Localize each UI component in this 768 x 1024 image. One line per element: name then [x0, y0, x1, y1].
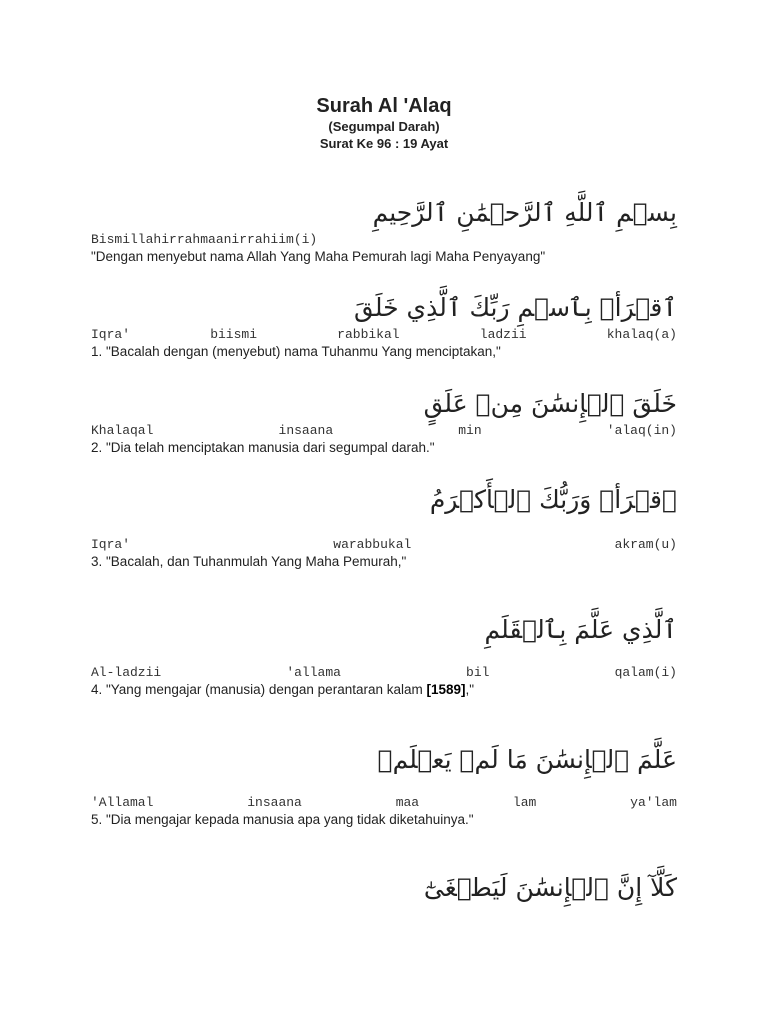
transliteration: [91, 326, 677, 343]
translation: 5. "Dia mengajar kepada manusia apa yang tidak diketahuinya.": [91, 812, 474, 827]
document-header: [0, 94, 768, 152]
translit-word: bil: [466, 665, 490, 680]
verse-1: [91, 290, 677, 361]
translit-word: 'allama: [286, 665, 341, 680]
translation-text: 4. "Yang mengajar (manusia) dengan perantaran kalam: [91, 682, 427, 697]
translation: [91, 681, 677, 699]
translit-word: 'alaq(in): [606, 423, 677, 438]
arabic-text: كَلَّآ إِنَّ ٱلۡإِنسَٰنَ لَيَطۡغَىٰٓ: [423, 873, 677, 902]
arabic-text: بِسۡمِ ٱللَّهِ ٱلرَّحۡمَٰنِ ٱلرَّحِيمِ: [372, 198, 677, 227]
arabic-text: ٱقۡرَأۡ وَرَبُّكَ ٱلۡأَكۡرَمُ: [429, 485, 677, 514]
footnote-link[interactable]: [1589]: [426, 682, 466, 697]
translit-word: akram(u): [614, 537, 677, 552]
translit-word: Iqra': [91, 537, 131, 552]
translit-word: Bismillahirrahmaanirrahiim(i): [91, 232, 318, 247]
translation: 1. "Bacalah dengan (menyebut) nama Tuhanmu Yang menciptakan,": [91, 344, 501, 359]
transliteration: [91, 422, 677, 439]
translit-word: qalam(i): [614, 665, 677, 680]
transliteration: [91, 794, 677, 811]
translit-word: khalaq(a): [606, 327, 677, 342]
translit-word: warabbukal: [333, 537, 412, 552]
verse-4: [91, 612, 677, 699]
page-subtitle: (Segumpal Darah): [328, 119, 440, 134]
translit-word: biismi: [210, 327, 257, 342]
arabic-text: ٱقۡرَأۡ بِٱسۡمِ رَبِّكَ ٱلَّذِي خَلَقَ: [354, 293, 677, 322]
verse-2: [91, 386, 677, 457]
arabic-text: خَلَقَ ٱلۡإِنسَٰنَ مِنۡ عَلَقٍ: [423, 389, 677, 418]
translation: 3. "Bacalah, dan Tuhanmulah Yang Maha Pemurah,": [91, 554, 407, 569]
translit-word: insaana: [247, 795, 302, 810]
arabic-text: ٱلَّذِي عَلَّمَ بِٱلۡقَلَمِ: [484, 615, 677, 644]
translit-word: Al-ladzii: [91, 665, 162, 680]
arabic-text: عَلَّمَ ٱلۡإِنسَٰنَ مَا لَمۡ يَعۡلَمۡ: [377, 745, 677, 774]
verse-3: [91, 482, 677, 571]
translit-word: maa: [395, 795, 420, 810]
verse-basmalah: [91, 195, 677, 266]
transliteration: [91, 664, 677, 681]
translation: 2. "Dia telah menciptakan manusia dari segumpal darah.": [91, 440, 435, 455]
translit-word: min: [458, 423, 482, 438]
verse-6: [91, 870, 677, 906]
surah-info: Surat Ke 96 : 19 Ayat: [319, 136, 449, 151]
translit-word: insaana: [278, 423, 334, 438]
page-title: Surah Al 'Alaq: [316, 95, 452, 117]
transliteration: [91, 231, 677, 248]
transliteration: [91, 536, 677, 553]
translation: "Dengan menyebut nama Allah Yang Maha Pemurah lagi Maha Penyayang": [91, 249, 546, 264]
translit-word: Iqra': [91, 327, 131, 342]
translation-text-end: ,": [465, 682, 475, 697]
translit-word: lam: [512, 795, 537, 810]
translit-word: ladzii: [479, 327, 527, 342]
translit-word: rabbikal: [337, 327, 400, 342]
verse-5: [91, 742, 677, 829]
translit-word: Khalaqal: [91, 423, 154, 438]
translit-word: 'Allamal: [91, 795, 154, 810]
translit-word: ya'lam: [630, 795, 677, 810]
